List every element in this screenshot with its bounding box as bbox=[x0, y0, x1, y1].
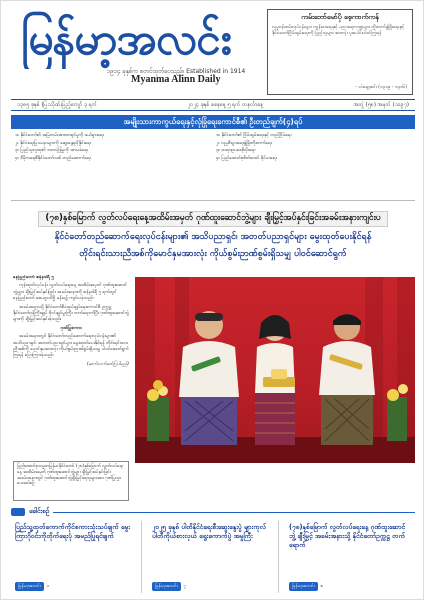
teaser-row bbox=[11, 521, 415, 593]
headline-line-2: နိုင်ငံတော်တည်ဆောက်ရေးလုပ်ငန်းများ၏ အသိပညာရှင်၊ အတတ်ပညာရှင်များ မွေးထုတ်ပေးနိုင်ရန် bbox=[54, 232, 372, 242]
section-bar bbox=[11, 507, 415, 517]
teaser-page-number: ၈ bbox=[320, 584, 324, 589]
teaser-tag: မြန်မာ့အလင်း bbox=[15, 582, 44, 591]
teaser-tag: မြန်မာ့အလင်း bbox=[289, 582, 318, 591]
article-paragraph: အခမ်းအနားသို့ နိုင်ငံတော်စီမံအုပ်ချုပ်ရေးကောင်စီ ဥက္ကဋ္ဌ နိုင်ငံတော်ဝန်ကြီးချုပ် ဗိုလ်ချုပ်မှူးကြီး တက်ရောက်ပြီး ဂုဏ်ထူးဆောင်ဘွဲ့များကို ချီးမြှင့်အပ်နှင်းခဲ့သည်။ bbox=[13, 304, 129, 323]
person-center bbox=[255, 315, 295, 445]
motto-box bbox=[267, 9, 413, 95]
headline-line-1[interactable]: (၇၈)နှစ်မြောက် လွတ်လပ်ရေးနေ့အထိမ်းအမှတ် ဂုဏ်ထူးဆောင်ဘွဲ့များ ချီးမြှင့်အပ်နှင်းခြင်းအခမ်းအနားကျင်းပ bbox=[38, 211, 387, 227]
teaser-item[interactable] bbox=[285, 521, 415, 593]
teaser-headline[interactable]: ပြည်သူ့ထုတ်ကောက်ကိုင်စကားသုံးသပ်ချက် မွေးကြားဂိုဝင်းကိုတိုက်ရေးပုံ အမည်ပြုရင်ချက် bbox=[15, 523, 130, 540]
article-paragraph: ကုန်ထုတ်လုပ်ငန်း လွတ်လပ်ရေးနေ့ အထိမ်းအမှတ် ဂုဏ်ထူးဆောင်ဘွဲ့များ ချီးမြှင့်အပ်နှင်းခြင်း အခမ်းအနားကို ဇန်နဝါရီ ၅ ရက်တွင် နေပြည်တော် ဇေယျာသိဒ္ဓိ ခန်းမ၌ ကျင်းပခဲ့သည်။ bbox=[13, 283, 127, 302]
ceremony-photo-illustration bbox=[135, 277, 415, 463]
section-marker-icon bbox=[11, 508, 25, 516]
list-item: ၂။ နိုင်ငံရေးပြဿနာများကို ဆွေးနွေးညှိနှိုင်းရေး bbox=[15, 140, 92, 146]
list-item: ၃။ တရားဥပဒေစိုးမိုးရေး bbox=[216, 148, 256, 154]
article-subheading: ဂုဏ်ပြုစကား bbox=[60, 325, 82, 331]
gregorian-date: ၂၀၂၄ ခုနှစ် စနေနေ့ ၅ ရက် တနင်္လာနေ့ bbox=[187, 102, 264, 108]
objectives-right bbox=[216, 133, 411, 198]
photo-caption: ပြည်ထောင်စုသမ္မတမြန်မာနိုင်ငံတော် (၇၈)နှစ်မြောက် လွတ်လပ်ရေးနေ့ အထိမ်းအမှတ် ဂုဏ်ထူးဆောင်ဘွဲ့များ ချီးမြှင့်အပ်နှင်းခြင်း အခမ်းအနားတွင် ဂုဏ်ထူးဆောင်ဘွဲ့ချီးမြှင့်ခံရသူများအား ဂုဏ်ပြုလွှာ ပေးအပ်စဉ် bbox=[13, 461, 129, 501]
teaser-tag: မြန်မာ့အလင်း bbox=[152, 582, 181, 591]
article-continued[interactable]: (ဆက်လက်ဖော်ပြပါမည်) bbox=[86, 361, 129, 367]
objectives-left bbox=[15, 133, 210, 198]
teaser-page-number: ၁ bbox=[46, 584, 50, 589]
list-item: ၃။ ပြည်သူလူထု၏ ဘဝလုံခြုံမှုကို အာမခံရေး bbox=[15, 148, 88, 154]
teaser-page-ref bbox=[15, 582, 49, 591]
headline-line-3: တိုင်းရင်းသားညီအစ်ကိုမောင်နှမအားလုံး ကိုယ်စွမ်းဉာဏ်စွမ်းရှိသမျှ ပါဝင်ဆောင်ရွက် bbox=[79, 249, 347, 259]
volume-date: ၁၃၈၅ ခုနှစ် (ပြဿိုဏ်းပြည့်ကျော် ၃ ရက် bbox=[17, 102, 98, 108]
list-item: ၁။ နိုင်ငံတော်၏ အမြဲတမ်းအာဏာရှင်မှုကို ဖယ်ရှားရေး bbox=[15, 133, 104, 138]
teaser-page-number: ၇ bbox=[183, 584, 187, 589]
list-item: ၄။ ပြည်ထောင်စုစိတ်ဓာတ် ခိုင်မာရေး bbox=[216, 155, 277, 161]
lead-photo bbox=[135, 277, 415, 463]
teaser-item[interactable] bbox=[11, 521, 142, 593]
section-rule bbox=[53, 512, 415, 513]
teaser-page-ref bbox=[289, 582, 323, 591]
list-item: ၁။ နိုင်ငံတော်၏ ငြိမ်းချမ်းရေးနှင့် တည်ငြိမ်ရေး bbox=[216, 133, 292, 138]
masthead bbox=[11, 7, 415, 99]
teaser-item[interactable] bbox=[148, 521, 279, 593]
established-line: ၁၉၁၄ ခုနှစ်က စတင်ထုတ်ဝေသည်။ Established in 1914 bbox=[107, 68, 246, 75]
teaser-headline[interactable]: (၇၈)နှစ်မြောက် လွတ်လပ်ရေးနေ့ ဂုဏ်ထူးဆောင်ဘွဲ့ ချီးမြှင့် အခမ်းအနားသို့ နိုင်ငံတော်ဥက္ကဋ္ဌ တက်ရောက် bbox=[289, 523, 406, 549]
motto-foot: - လဲချော့စင်း (၁၃၁၉ - ၁၃၁၆) bbox=[355, 85, 407, 90]
newspaper-title: မြန်မာ့အလင်း bbox=[21, 14, 231, 65]
issue-number: အတွဲ (၅၈) အမှတ် (၁၀၉၇) bbox=[353, 102, 409, 108]
list-item: ၂။ လူမှုစီးပွားရေးဖွံ့ဖြိုးတိုးတက်ရေး bbox=[216, 140, 272, 146]
lead-article bbox=[13, 275, 129, 459]
teaser-headline[interactable]: ၂၀၂၅ ခုနှစ် ပါတိနိုင်ငံရေးစီးဆွေးနွေးပွဲ များကုလ် ပါတီကိုယ်စားလှယ် ရွေးကောက်ပွဲ အမှုကြီး bbox=[152, 523, 266, 540]
english-title: Myanma Alinn Daily bbox=[131, 74, 221, 85]
article-dateline: နေပြည်တော် ဇန်နဝါရီ ၅ bbox=[13, 275, 54, 280]
objectives-banner: အမျိုးသားကာကွယ်ရေးနှင့်လုံခြုံရေးကောင်စီ၏ ဦးတည်ချက်(၄)ရပ် bbox=[11, 115, 415, 129]
article-paragraph: အခမ်းအနားတွင် နိုင်ငံတော်တည်ဆောက်ရေးလုပ်ငန်းများ၏ အသိပညာရှင်၊ အတတ်ပညာရှင်များ မွေးထုတ်ပေးနိုင်ရန် တိုင်းရင်းသားညီအစ်ကို မောင်နှမအားလုံး ကိုယ်စွမ်းဉာဏ်စွမ်းရှိသမျှ ပါဝင်ဆောင်ရွက်ကြရန် ပြောကြားခဲ့သည်။ bbox=[13, 334, 129, 359]
objectives-list bbox=[11, 131, 415, 201]
main-headline bbox=[11, 205, 415, 273]
teaser-page-ref bbox=[152, 582, 186, 591]
section-label: ခေါင်းစဉ် bbox=[29, 507, 50, 515]
motto-body: လူမှုဝန်ထမ်းလုပ်ငန်းများ ကျန်းမာရေးနှင့် ပညာရေးကဏ္ဍများ တိုးတက်ဖွံ့ဖြိုးရေးနှင့် နိုင်ငံတော်ငြိမ်းချမ်းရေးကို ပြည်သူများ အားလုံး ပူးပေါင်းပါဝင်ကြရန် bbox=[272, 25, 405, 37]
date-strip bbox=[11, 99, 415, 111]
motto-title: ကမ်းဘော်မော်ပို စေ့ကာက်ကန် bbox=[301, 13, 379, 21]
list-item: ၄။ ဒီမိုကရေစီနိုင်ငံတော်သစ် တည်ဆောက်ရေး bbox=[15, 155, 91, 161]
